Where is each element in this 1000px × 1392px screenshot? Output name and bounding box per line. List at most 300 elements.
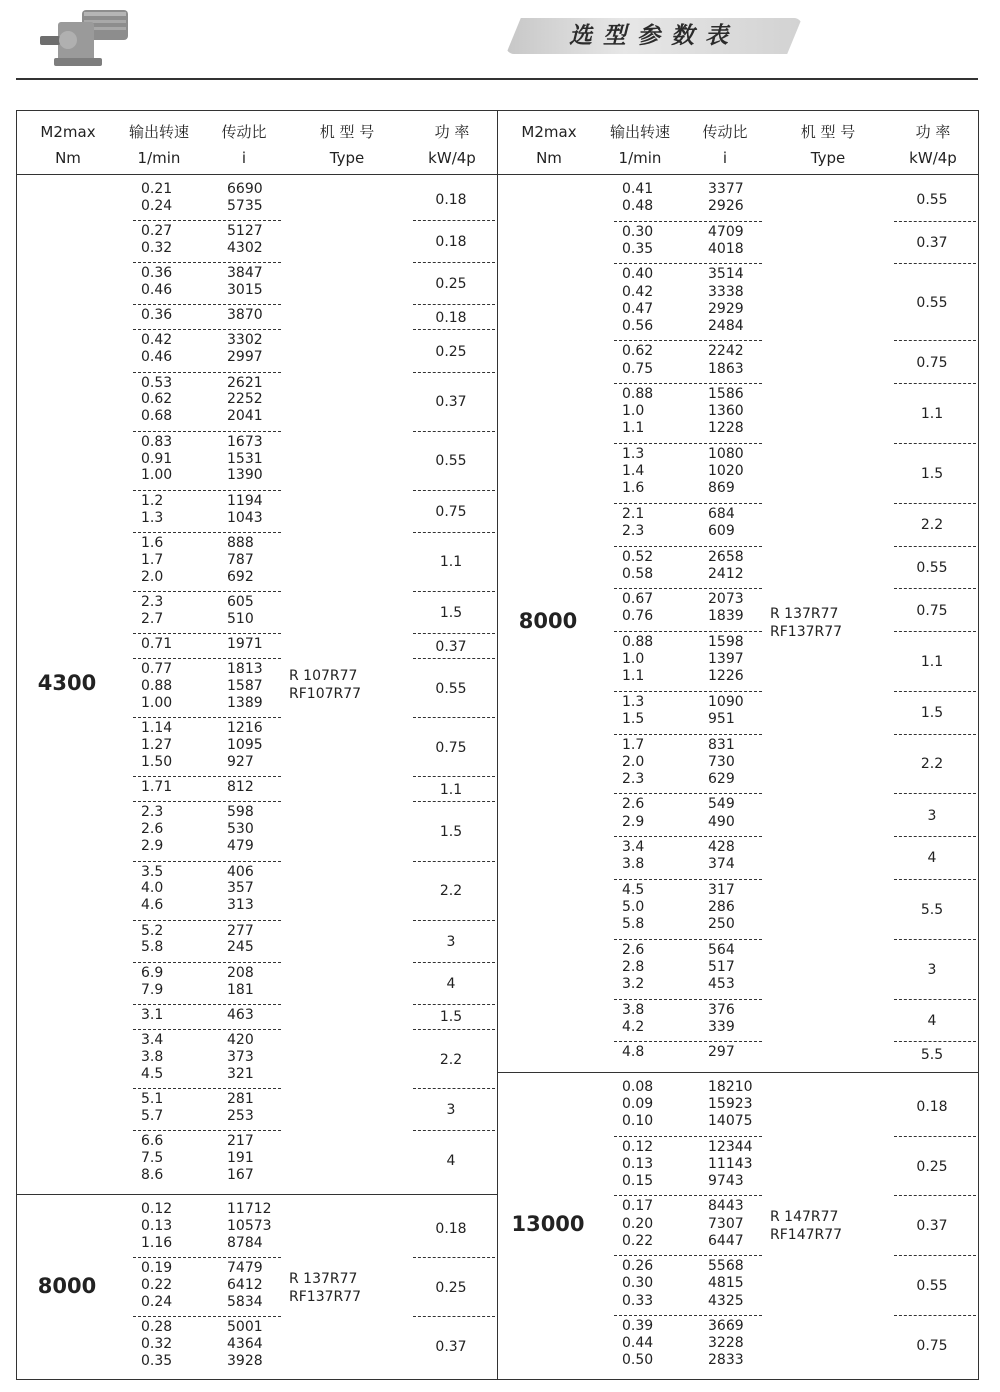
table-row bbox=[614, 283, 762, 301]
speed-cell: 6.6 bbox=[141, 1133, 164, 1150]
speed-cell: 2.6 bbox=[622, 941, 645, 958]
table-row bbox=[614, 180, 762, 198]
ratio-cell: 3514 bbox=[708, 266, 744, 283]
table-row bbox=[614, 360, 762, 378]
speed-cell: 2.7 bbox=[141, 610, 164, 627]
power-group bbox=[413, 862, 495, 921]
table-row bbox=[133, 1318, 281, 1336]
row-group bbox=[614, 632, 762, 692]
row-group bbox=[614, 940, 762, 1000]
power-group bbox=[894, 1137, 976, 1197]
table-row bbox=[614, 1257, 762, 1275]
speed-cell: 0.12 bbox=[141, 1200, 173, 1217]
row-group bbox=[133, 1258, 281, 1317]
table-row bbox=[133, 331, 281, 349]
row-group bbox=[133, 491, 281, 533]
power-value: 1.5 bbox=[439, 604, 463, 621]
page-header bbox=[0, 0, 1000, 92]
table-row bbox=[614, 1001, 762, 1019]
speed-cell: 7.9 bbox=[141, 981, 164, 998]
power-value: 0.37 bbox=[916, 1218, 948, 1235]
table-row bbox=[133, 1293, 281, 1311]
table-row bbox=[614, 317, 762, 335]
table-row bbox=[614, 1095, 762, 1113]
table-row bbox=[133, 1217, 281, 1235]
ratio-cell: 4709 bbox=[708, 223, 744, 240]
speed-cell: 0.52 bbox=[622, 548, 654, 565]
row-group bbox=[133, 263, 281, 305]
ratio-cell: 1586 bbox=[708, 386, 744, 403]
power-group bbox=[894, 547, 976, 590]
speed-cell: 0.62 bbox=[622, 343, 654, 360]
table-row bbox=[614, 1043, 762, 1061]
power-value: 0.25 bbox=[435, 343, 467, 360]
row-group bbox=[614, 880, 762, 940]
table-row bbox=[614, 1232, 762, 1250]
table-row bbox=[614, 419, 762, 437]
speed-cell: 1.3 bbox=[622, 445, 645, 462]
row-group bbox=[614, 1077, 762, 1137]
ratio-cell: 4018 bbox=[708, 240, 744, 257]
model-type bbox=[770, 605, 900, 641]
ratio-cell: 1080 bbox=[708, 445, 744, 462]
table-row bbox=[614, 300, 762, 318]
speed-cell: 4.2 bbox=[622, 1018, 645, 1035]
table-row bbox=[614, 753, 762, 771]
ratio-cell: 6447 bbox=[708, 1232, 744, 1249]
model-type bbox=[770, 1208, 900, 1244]
table-row bbox=[133, 492, 281, 510]
power-group bbox=[894, 692, 976, 735]
ratio-cell: 564 bbox=[708, 941, 735, 958]
ratio-cell: 8443 bbox=[708, 1198, 744, 1215]
power-group bbox=[894, 504, 976, 547]
speed-cell: 0.88 bbox=[622, 633, 654, 650]
power-value: 0.55 bbox=[916, 559, 948, 576]
row-group bbox=[614, 444, 762, 504]
table-row bbox=[133, 1259, 281, 1277]
header-speed: 输出转速 1/min bbox=[609, 123, 670, 167]
ratio-cell: 1194 bbox=[227, 492, 263, 509]
header-torque: M2max Nm bbox=[40, 123, 96, 167]
power-group bbox=[894, 179, 976, 222]
power-value: 3 bbox=[927, 961, 937, 978]
row-group bbox=[133, 592, 281, 634]
ratio-cell: 7307 bbox=[708, 1215, 744, 1232]
table-row bbox=[133, 938, 281, 956]
row-group bbox=[133, 1317, 281, 1376]
speed-cell: 3.2 bbox=[622, 976, 645, 993]
speed-cell: 2.6 bbox=[622, 796, 645, 813]
speed-cell: 0.09 bbox=[622, 1095, 654, 1112]
table-row bbox=[133, 660, 281, 678]
ratio-cell: 12344 bbox=[708, 1138, 753, 1155]
speed-cell: 1.6 bbox=[622, 480, 645, 497]
ratio-cell: 2658 bbox=[708, 548, 744, 565]
speed-cell: 2.3 bbox=[622, 522, 645, 539]
ratio-cell: 420 bbox=[227, 1032, 254, 1049]
power-group bbox=[894, 837, 976, 880]
torque-section bbox=[17, 175, 497, 1194]
table-row bbox=[133, 981, 281, 999]
model-type-line: R 137R77 bbox=[289, 1270, 358, 1287]
table-row bbox=[133, 509, 281, 527]
table-row bbox=[133, 1166, 281, 1184]
model-type-line: RF137R77 bbox=[770, 624, 843, 641]
power-group bbox=[413, 1317, 495, 1376]
table-row bbox=[133, 896, 281, 914]
speed-cell: 2.9 bbox=[141, 838, 164, 855]
table-row bbox=[133, 593, 281, 611]
ratio-cell: 479 bbox=[227, 838, 254, 855]
ratio-cell: 549 bbox=[708, 796, 735, 813]
table-row bbox=[133, 306, 281, 324]
speed-cell: 3.5 bbox=[141, 863, 164, 880]
header-ratio: 传动比 i bbox=[702, 123, 748, 167]
row-group bbox=[614, 264, 762, 341]
speed-cell: 0.46 bbox=[141, 282, 173, 299]
table-row bbox=[614, 1112, 762, 1130]
table-row bbox=[133, 1352, 281, 1370]
ratio-cell: 1813 bbox=[227, 661, 263, 678]
ratio-cell: 3228 bbox=[708, 1335, 744, 1352]
power-group bbox=[894, 384, 976, 444]
speed-cell: 0.41 bbox=[622, 180, 654, 197]
ratio-cell: 277 bbox=[227, 922, 254, 939]
ratio-cell: 927 bbox=[227, 754, 254, 771]
table-row bbox=[133, 534, 281, 552]
power-group bbox=[413, 718, 495, 777]
speed-cell: 0.75 bbox=[622, 360, 654, 377]
ratio-cell: 181 bbox=[227, 981, 254, 998]
table-row bbox=[614, 855, 762, 873]
ratio-cell: 1360 bbox=[708, 403, 744, 420]
row-group bbox=[614, 1042, 762, 1068]
table-row bbox=[133, 1276, 281, 1294]
speed-cell: 1.0 bbox=[622, 403, 645, 420]
speed-cell: 3.4 bbox=[141, 1032, 164, 1049]
speed-cell: 0.26 bbox=[622, 1258, 654, 1275]
table-row bbox=[133, 1335, 281, 1353]
speed-cell: 1.14 bbox=[141, 720, 173, 737]
power-value: 1.5 bbox=[920, 705, 944, 722]
table-row bbox=[133, 1234, 281, 1252]
row-group bbox=[614, 1000, 762, 1043]
speed-cell: 0.19 bbox=[141, 1260, 173, 1277]
ratio-cell: 1397 bbox=[708, 651, 744, 668]
ratio-cell: 406 bbox=[227, 863, 254, 880]
table-row bbox=[133, 348, 281, 366]
ratio-cell: 3015 bbox=[227, 282, 263, 299]
power-group bbox=[413, 592, 495, 634]
row-group bbox=[133, 1089, 281, 1131]
power-value: 0.25 bbox=[435, 1279, 467, 1296]
power-value: 0.18 bbox=[435, 309, 467, 326]
table-row bbox=[133, 803, 281, 821]
power-value: 0.55 bbox=[916, 294, 948, 311]
header-power: 功 率 kW/4p bbox=[909, 123, 957, 167]
power-group bbox=[413, 221, 495, 263]
power-value: 0.18 bbox=[435, 1220, 467, 1237]
speed-cell: 3.8 bbox=[141, 1048, 164, 1065]
power-value: 2.2 bbox=[439, 883, 463, 900]
header-rule bbox=[16, 78, 978, 80]
model-type-line: RF147R77 bbox=[770, 1227, 843, 1244]
speed-cell: 0.36 bbox=[141, 307, 173, 324]
speed-cell: 2.8 bbox=[622, 958, 645, 975]
speed-cell: 0.21 bbox=[141, 180, 173, 197]
speed-cell: 1.16 bbox=[141, 1234, 173, 1251]
table-row bbox=[133, 694, 281, 712]
row-group bbox=[133, 718, 281, 777]
power-value: 5.5 bbox=[920, 901, 944, 918]
row-group bbox=[133, 533, 281, 592]
table-row bbox=[614, 941, 762, 959]
speed-cell: 1.5 bbox=[622, 710, 645, 727]
speed-cell: 1.00 bbox=[141, 695, 173, 711]
power-value: 3 bbox=[446, 933, 456, 950]
ratio-cell: 2929 bbox=[708, 300, 744, 317]
ratio-cell: 6412 bbox=[227, 1276, 263, 1293]
power-value: 1.5 bbox=[439, 823, 463, 840]
power-group bbox=[894, 794, 976, 837]
speed-cell: 1.1 bbox=[622, 420, 645, 437]
table-row bbox=[614, 710, 762, 728]
ratio-cell: 357 bbox=[227, 880, 254, 897]
speed-cell: 2.6 bbox=[141, 821, 164, 838]
ratio-cell: 2252 bbox=[227, 391, 263, 408]
ratio-cell: 286 bbox=[708, 898, 735, 915]
power-group bbox=[413, 777, 495, 802]
speed-cell: 1.3 bbox=[141, 509, 164, 526]
speed-cell: 0.13 bbox=[141, 1217, 173, 1234]
row-group bbox=[133, 862, 281, 921]
power-value: 1.1 bbox=[439, 781, 463, 798]
header-power: 功 率 kW/4p bbox=[428, 123, 476, 167]
table-row bbox=[614, 633, 762, 651]
table-row bbox=[614, 958, 762, 976]
ratio-cell: 428 bbox=[708, 839, 735, 856]
power-group bbox=[413, 263, 495, 305]
ratio-cell: 1095 bbox=[227, 737, 263, 754]
row-group bbox=[614, 1256, 762, 1316]
ratio-cell: 951 bbox=[708, 710, 735, 727]
speed-cell: 0.22 bbox=[141, 1276, 173, 1293]
ratio-cell: 869 bbox=[708, 480, 735, 497]
power-value: 1.1 bbox=[439, 554, 463, 571]
table-row bbox=[133, 222, 281, 240]
power-group bbox=[413, 1258, 495, 1317]
table-row bbox=[133, 820, 281, 838]
ratio-cell: 253 bbox=[227, 1107, 254, 1124]
ratio-cell: 7479 bbox=[227, 1260, 263, 1277]
row-group bbox=[614, 547, 762, 590]
model-type-line: RF137R77 bbox=[289, 1288, 362, 1305]
speed-cell: 0.24 bbox=[141, 1293, 173, 1310]
row-group bbox=[614, 735, 762, 795]
power-group bbox=[894, 1256, 976, 1316]
row-group bbox=[133, 802, 281, 861]
row-group bbox=[133, 1199, 281, 1258]
model-type-line: R 137R77 bbox=[770, 606, 839, 623]
ratio-cell: 8784 bbox=[227, 1234, 263, 1251]
speed-cell: 1.1 bbox=[622, 668, 645, 685]
speed-cell: 0.12 bbox=[622, 1138, 654, 1155]
header-type: 机 型 号 Type bbox=[319, 123, 375, 167]
ratio-cell: 250 bbox=[708, 916, 735, 933]
power-value: 3 bbox=[927, 807, 937, 824]
table-row bbox=[614, 607, 762, 625]
ratio-cell: 9743 bbox=[708, 1172, 744, 1189]
power-group bbox=[413, 373, 495, 432]
gear-motor-icon bbox=[38, 4, 138, 68]
ratio-cell: 3928 bbox=[227, 1352, 263, 1369]
power-value: 0.75 bbox=[435, 503, 467, 520]
speed-cell: 2.1 bbox=[622, 505, 645, 522]
speed-cell: 0.53 bbox=[141, 374, 173, 391]
table-row bbox=[133, 879, 281, 897]
speed-cell: 0.67 bbox=[622, 591, 654, 608]
speed-cell: 3.8 bbox=[622, 1001, 645, 1018]
table-row bbox=[614, 770, 762, 788]
speed-cell: 1.00 bbox=[141, 467, 173, 484]
row-group bbox=[133, 634, 281, 659]
table-row bbox=[614, 881, 762, 899]
power-group bbox=[413, 634, 495, 659]
model-type-line: RF107R77 bbox=[289, 685, 362, 702]
row-group bbox=[133, 305, 281, 330]
row-group bbox=[133, 373, 281, 432]
power-value: 0.55 bbox=[435, 680, 467, 697]
speed-cell: 0.24 bbox=[141, 197, 173, 214]
speed-cell: 0.88 bbox=[141, 678, 173, 695]
table-row bbox=[614, 693, 762, 711]
speed-cell: 5.0 bbox=[622, 898, 645, 915]
table-row bbox=[614, 445, 762, 463]
torque-value: 13000 bbox=[511, 1212, 585, 1237]
speed-cell: 0.22 bbox=[622, 1232, 654, 1249]
table-row bbox=[614, 1215, 762, 1233]
ratio-cell: 245 bbox=[227, 939, 254, 956]
ratio-cell: 490 bbox=[708, 813, 735, 830]
table-row bbox=[614, 1351, 762, 1369]
table-row bbox=[614, 650, 762, 668]
row-group bbox=[614, 1137, 762, 1197]
power-group bbox=[894, 880, 976, 940]
speed-cell: 0.68 bbox=[141, 408, 173, 425]
table-header bbox=[498, 111, 978, 175]
speed-cell: 0.76 bbox=[622, 608, 654, 625]
table-row bbox=[614, 522, 762, 540]
speed-cell: 2.3 bbox=[622, 770, 645, 787]
speed-cell: 4.5 bbox=[622, 881, 645, 898]
torque-value: 4300 bbox=[37, 670, 97, 695]
ratio-cell: 629 bbox=[708, 770, 735, 787]
ratio-cell: 598 bbox=[227, 804, 254, 821]
table-row bbox=[614, 385, 762, 403]
power-group bbox=[894, 444, 976, 504]
speed-cell: 0.91 bbox=[141, 450, 173, 467]
ratio-cell: 2997 bbox=[227, 349, 263, 366]
ratio-cell: 373 bbox=[227, 1048, 254, 1065]
table-row bbox=[614, 265, 762, 283]
power-group bbox=[894, 1316, 976, 1376]
table-row bbox=[133, 1090, 281, 1108]
speed-cell: 5.7 bbox=[141, 1107, 164, 1124]
speed-cell: 0.44 bbox=[622, 1335, 654, 1352]
speed-cell: 7.5 bbox=[141, 1150, 164, 1167]
ratio-cell: 1228 bbox=[708, 420, 744, 437]
ratio-cell: 5568 bbox=[708, 1258, 744, 1275]
model-type-line: R 107R77 bbox=[289, 667, 358, 684]
ratio-cell: 191 bbox=[227, 1150, 254, 1167]
power-group bbox=[413, 1199, 495, 1258]
speed-cell: 4.0 bbox=[141, 880, 164, 897]
ratio-cell: 5735 bbox=[227, 197, 263, 214]
power-value: 0.55 bbox=[435, 453, 467, 470]
speed-cell: 0.32 bbox=[141, 1335, 173, 1352]
row-group bbox=[614, 589, 762, 632]
torque-section bbox=[498, 1072, 978, 1379]
ratio-cell: 5834 bbox=[227, 1293, 263, 1310]
ratio-cell: 510 bbox=[227, 610, 254, 627]
page-title: 选型参数表 bbox=[569, 23, 739, 49]
row-group bbox=[133, 921, 281, 963]
ratio-cell: 1598 bbox=[708, 633, 744, 650]
table-row bbox=[133, 736, 281, 754]
table-row bbox=[614, 838, 762, 856]
table-row bbox=[614, 505, 762, 523]
speed-cell: 0.42 bbox=[141, 332, 173, 349]
table-row bbox=[133, 407, 281, 425]
row-group bbox=[614, 794, 762, 837]
ratio-cell: 3302 bbox=[227, 332, 263, 349]
speed-cell: 0.88 bbox=[622, 386, 654, 403]
ratio-cell: 453 bbox=[708, 976, 735, 993]
ratio-cell: 5001 bbox=[227, 1319, 263, 1336]
ratio-cell: 463 bbox=[227, 1006, 254, 1023]
table-row bbox=[133, 1107, 281, 1125]
table-row bbox=[614, 1334, 762, 1352]
torque-section bbox=[17, 1194, 497, 1379]
ratio-cell: 1216 bbox=[227, 720, 263, 737]
row-group bbox=[133, 1005, 281, 1030]
ratio-cell: 605 bbox=[227, 593, 254, 610]
power-value: 0.55 bbox=[916, 1278, 948, 1295]
speed-cell: 0.62 bbox=[141, 391, 173, 408]
ratio-cell: 831 bbox=[708, 736, 735, 753]
ratio-cell: 1673 bbox=[227, 433, 263, 450]
ratio-cell: 11712 bbox=[227, 1200, 272, 1217]
power-group bbox=[413, 179, 495, 221]
power-value: 4 bbox=[446, 975, 456, 992]
speed-cell: 5.8 bbox=[622, 916, 645, 933]
table-row bbox=[614, 479, 762, 497]
power-value: 0.37 bbox=[435, 638, 467, 655]
ratio-cell: 3377 bbox=[708, 180, 744, 197]
table-row bbox=[614, 342, 762, 360]
table-row bbox=[614, 667, 762, 685]
power-group bbox=[413, 533, 495, 592]
speed-cell: 1.3 bbox=[622, 693, 645, 710]
power-value: 0.75 bbox=[916, 354, 948, 371]
header-speed: 输出转速 1/min bbox=[128, 123, 189, 167]
ratio-cell: 374 bbox=[708, 856, 735, 873]
ratio-cell: 4815 bbox=[708, 1275, 744, 1292]
row-group bbox=[133, 777, 281, 802]
power-value: 1.1 bbox=[920, 653, 944, 670]
table-row bbox=[133, 778, 281, 796]
